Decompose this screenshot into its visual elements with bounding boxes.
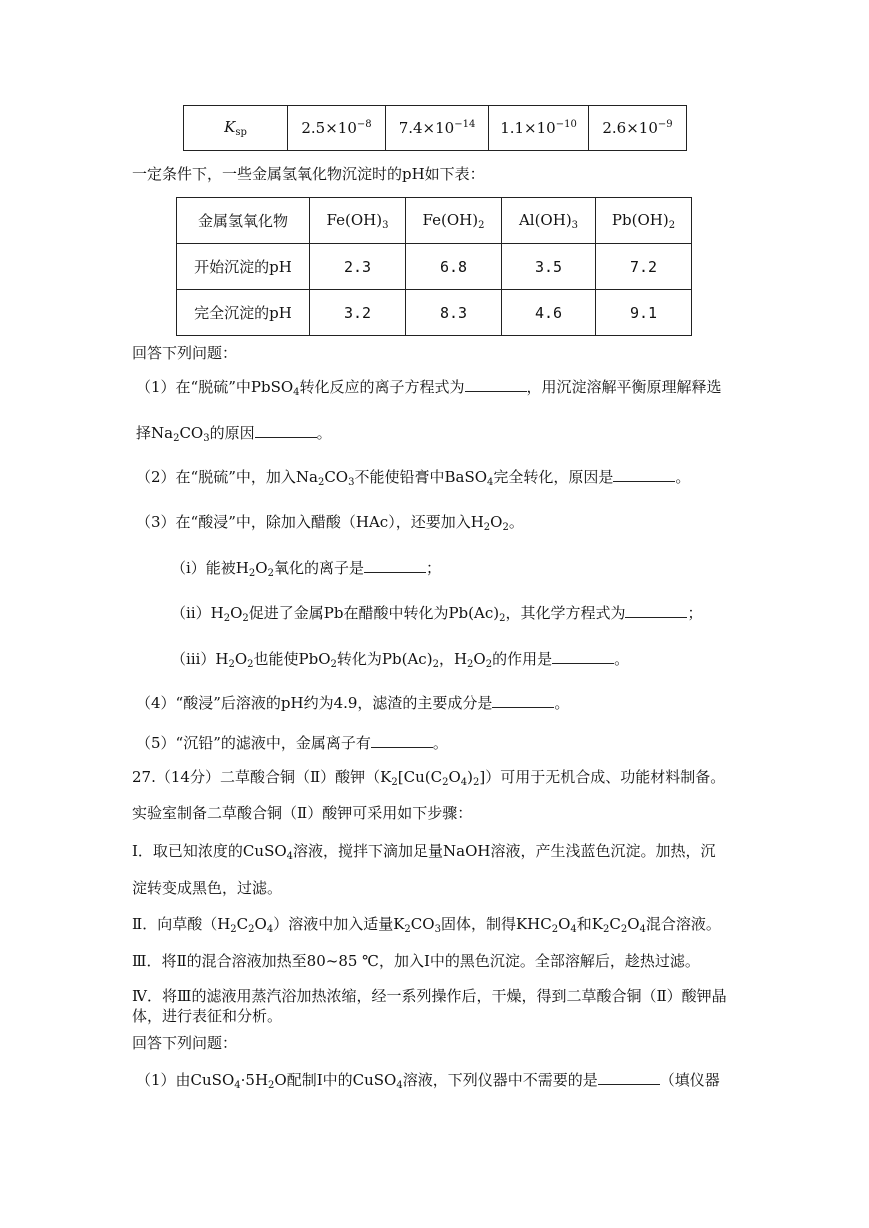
ksp-value: 2.5×10 [301,119,357,137]
ksp-subscript: sp [235,127,247,138]
ksp-value-cell [489,106,589,151]
ph-cell: 6.8 [406,244,502,290]
step-1-line-1 [132,841,715,867]
text: ，用沉淀溶解平衡原理解释选 [526,378,722,396]
answer-blank [465,377,527,392]
subscript: 4 [487,477,494,488]
question-3-i [171,558,441,584]
subscript: 2 [228,659,235,670]
ksp-value-cell [386,106,489,151]
formula-base: Fe(OH) [422,210,479,229]
text: O [558,915,571,933]
answer-blank [613,467,675,482]
text: O [473,650,486,668]
ksp-value-cell [288,106,386,151]
text: 。 [432,734,448,752]
subscript: 4 [293,387,300,398]
text: [Cu(C [397,768,443,786]
text: ，H [438,650,468,668]
question-3-iii [171,649,629,675]
text: C [609,915,621,933]
ksp-value: 1.1×10 [500,119,556,137]
text: CO [410,915,435,933]
ph-cell: 2.3 [310,244,406,290]
ksp-symbol: K [224,118,236,136]
subscript: 2 [230,924,237,935]
text: 。 [614,650,630,668]
text: CO [324,468,349,486]
subscript: 4 [639,924,646,935]
ph-cell: 7.2 [596,244,692,290]
problem-27-line-2: 实验室制备二草酸合铜（Ⅱ）酸钾可采用如下步骤： [132,804,473,822]
text: O [234,650,248,668]
text: （ⅰ）能被H [171,559,249,577]
ph-row-start [177,244,692,290]
formula-subscript: 3 [571,219,579,231]
text: 促进了金属Pb在醋酸中转化为Pb(Ac) [248,604,500,622]
text: ，其化学方程式为 [505,604,626,622]
text: O [490,513,503,531]
text: 的原因 [209,424,255,442]
subscript: 3 [434,924,441,935]
ph-cell: 9.1 [596,290,692,336]
subscript: 2 [268,1080,275,1091]
step-3: Ⅲ．将Ⅱ的混合溶液加热至80~85 ℃，加入Ⅰ中的黑色沉淀。全部溶解后，趁热过滤。 [132,952,700,970]
text: 。 [508,513,524,531]
ksp-label-cell [184,106,288,151]
text: CO [179,424,204,442]
text: ) [467,768,473,786]
ksp-table [183,105,687,151]
text: 也能使PbO [253,650,331,668]
ph-cell: 3.2 [310,290,406,336]
text: O [255,559,268,577]
formula-subscript: 3 [382,219,389,231]
problem-27-line-1 [132,767,725,793]
answer-blank [255,423,317,438]
subscript: 2 [317,477,325,488]
subscript: 2 [603,924,610,935]
ph-row-label: 完全沉淀的pH [177,290,310,336]
text: 和K [576,915,603,933]
ksp-value: 2.6×10 [602,119,658,137]
text: （5）“沉铅”的滤液中，金属离子有 [136,734,371,752]
subscript: 4 [266,924,274,935]
subscript: 4 [234,1080,241,1091]
intro-line: 一定条件下，一些金属氢氧化物沉淀时的pH如下表： [132,165,485,183]
ph-column-header [310,198,406,244]
text: 择Na [136,424,174,442]
subscript: 2 [391,777,398,788]
text: 混合溶液。 [645,915,721,933]
subscript: 2 [248,568,256,579]
text: O [627,915,640,933]
subscript: 3 [348,477,355,488]
text: 。 [675,468,691,486]
formula-base: Al(OH) [518,210,572,229]
step-1-line-2: 淀转变成黑色，过滤。 [132,879,283,897]
text: 溶液，下列仪器中不需要的是 [402,1071,598,1089]
text: （填仪器 [659,1071,720,1089]
answer-blank [371,733,433,748]
subscript: 2 [173,433,180,444]
subscript: 2 [267,568,274,579]
answer-blank [598,1070,660,1085]
subscript: 2 [485,659,493,670]
text: （4）“酸浸”后溶液的pH约为4.9，滤渣的主要成分是 [136,694,493,712]
text: 。 [316,424,332,442]
question-2 [136,467,690,493]
text: （1）在“脱硫”中PbSO [136,378,294,396]
question-3 [136,512,524,538]
question-4 [136,693,569,713]
ph-row-complete [177,290,692,336]
text: （3）在“酸浸”中，除加入醋酸（HAc），还要加入H [136,513,484,531]
text: ； [425,559,441,577]
text: 氧化的离子是 [273,559,364,577]
text: Ⅰ．取已知浓度的CuSO [132,842,287,860]
subscript: 2 [242,613,249,624]
subscript: 4 [396,1080,403,1091]
subscript: 2 [467,659,474,670]
ph-cell: 3.5 [502,244,596,290]
ksp-exponent: −8 [356,119,372,130]
ksp-row [184,106,687,151]
answer-prompt-2: 回答下列问题： [132,1034,238,1052]
text: 完全转化，原因是 [493,468,614,486]
answer-prompt: 回答下列问题： [132,344,238,362]
text: O [254,915,267,933]
formula-base: Fe(OH) [326,210,383,229]
subscript: 2 [247,659,254,670]
formula-subscript: 2 [668,219,676,231]
ph-column-header [596,198,692,244]
ph-header-row [177,198,692,244]
text: 。 [554,694,570,712]
step-2 [132,914,721,940]
ksp-exponent: −10 [555,119,577,130]
answer-blank [552,649,614,664]
formula-subscript: 2 [478,219,485,231]
subscript: 2 [223,613,231,624]
ksp-exponent: −14 [454,119,476,130]
text: O [230,604,243,622]
text: （ⅱ）H [171,604,224,622]
text: （ⅲ）H [171,650,229,668]
ksp-exponent: −9 [657,119,673,130]
text: O [448,768,461,786]
ph-cell: 4.6 [502,290,596,336]
subscript: 2 [404,924,411,935]
text: ； [687,604,703,622]
subscript: 2 [472,777,480,788]
subscript: 2 [248,924,255,935]
ksp-value-cell [589,106,687,151]
subscript: 2 [483,522,491,533]
step-4-line-2: 体，进行表征和分析。 [132,1007,283,1025]
text: Ⅱ．向草酸（H [132,915,231,933]
ph-column-header [406,198,502,244]
subscript: 4 [286,851,294,862]
subscript: 2 [620,924,628,935]
ksp-value: 7.4×10 [398,119,455,137]
text: C [236,915,249,933]
question-5 [136,733,448,753]
answer-blank [625,603,687,618]
text: 溶液，搅拌下滴加足量NaOH溶液，产生浅蓝色沉淀。加热，沉 [293,842,716,860]
subscript: 4 [460,777,468,788]
text: ]）可用于无机合成、功能材料制备。 [479,768,726,786]
text: ）溶液中加入适量K [273,915,405,933]
step-4-line-1: Ⅳ．将Ⅲ的滤液用蒸汽浴加热浓缩，经一系列操作后，干燥，得到二草酸合铜（Ⅱ）酸钾晶 [132,987,727,1005]
formula-base: Pb(OH) [611,210,669,229]
ph-table [176,197,692,336]
text: （1）由CuSO [136,1071,235,1089]
text: 27.（14分）二草酸合铜（Ⅱ）酸钾（K [132,768,392,786]
subscript: 3 [203,433,210,444]
subscript: 2 [330,659,337,670]
subscript: 4 [570,924,577,935]
subscript: 2 [499,613,506,624]
ph-cell: 8.3 [406,290,502,336]
subscript: 2 [551,924,559,935]
text: 固体，制得KHC [440,915,552,933]
answer-blank [364,558,426,573]
ph-header-label: 金属氢氧化物 [177,198,310,244]
question-1-line-1 [136,377,722,403]
text: 不能使铅膏中BaSO [354,468,488,486]
ph-column-header [502,198,596,244]
question-1-line-2 [136,423,332,449]
text: ·5H [240,1071,269,1089]
text: 转化反应的离子方程式为 [299,378,465,396]
text: 转化为Pb(Ac) [336,650,433,668]
text: 的作用是 [492,650,553,668]
subscript: 2 [442,777,449,788]
text: （2）在“脱硫”中，加入Na [136,468,318,486]
answer-blank [492,693,554,708]
text: O配制Ⅰ中的CuSO [274,1071,397,1089]
ph-row-label: 开始沉淀的pH [177,244,310,290]
subscript: 2 [502,522,509,533]
question-3-ii [171,603,703,629]
subscript: 2 [432,659,439,670]
question-27-1 [136,1070,720,1096]
